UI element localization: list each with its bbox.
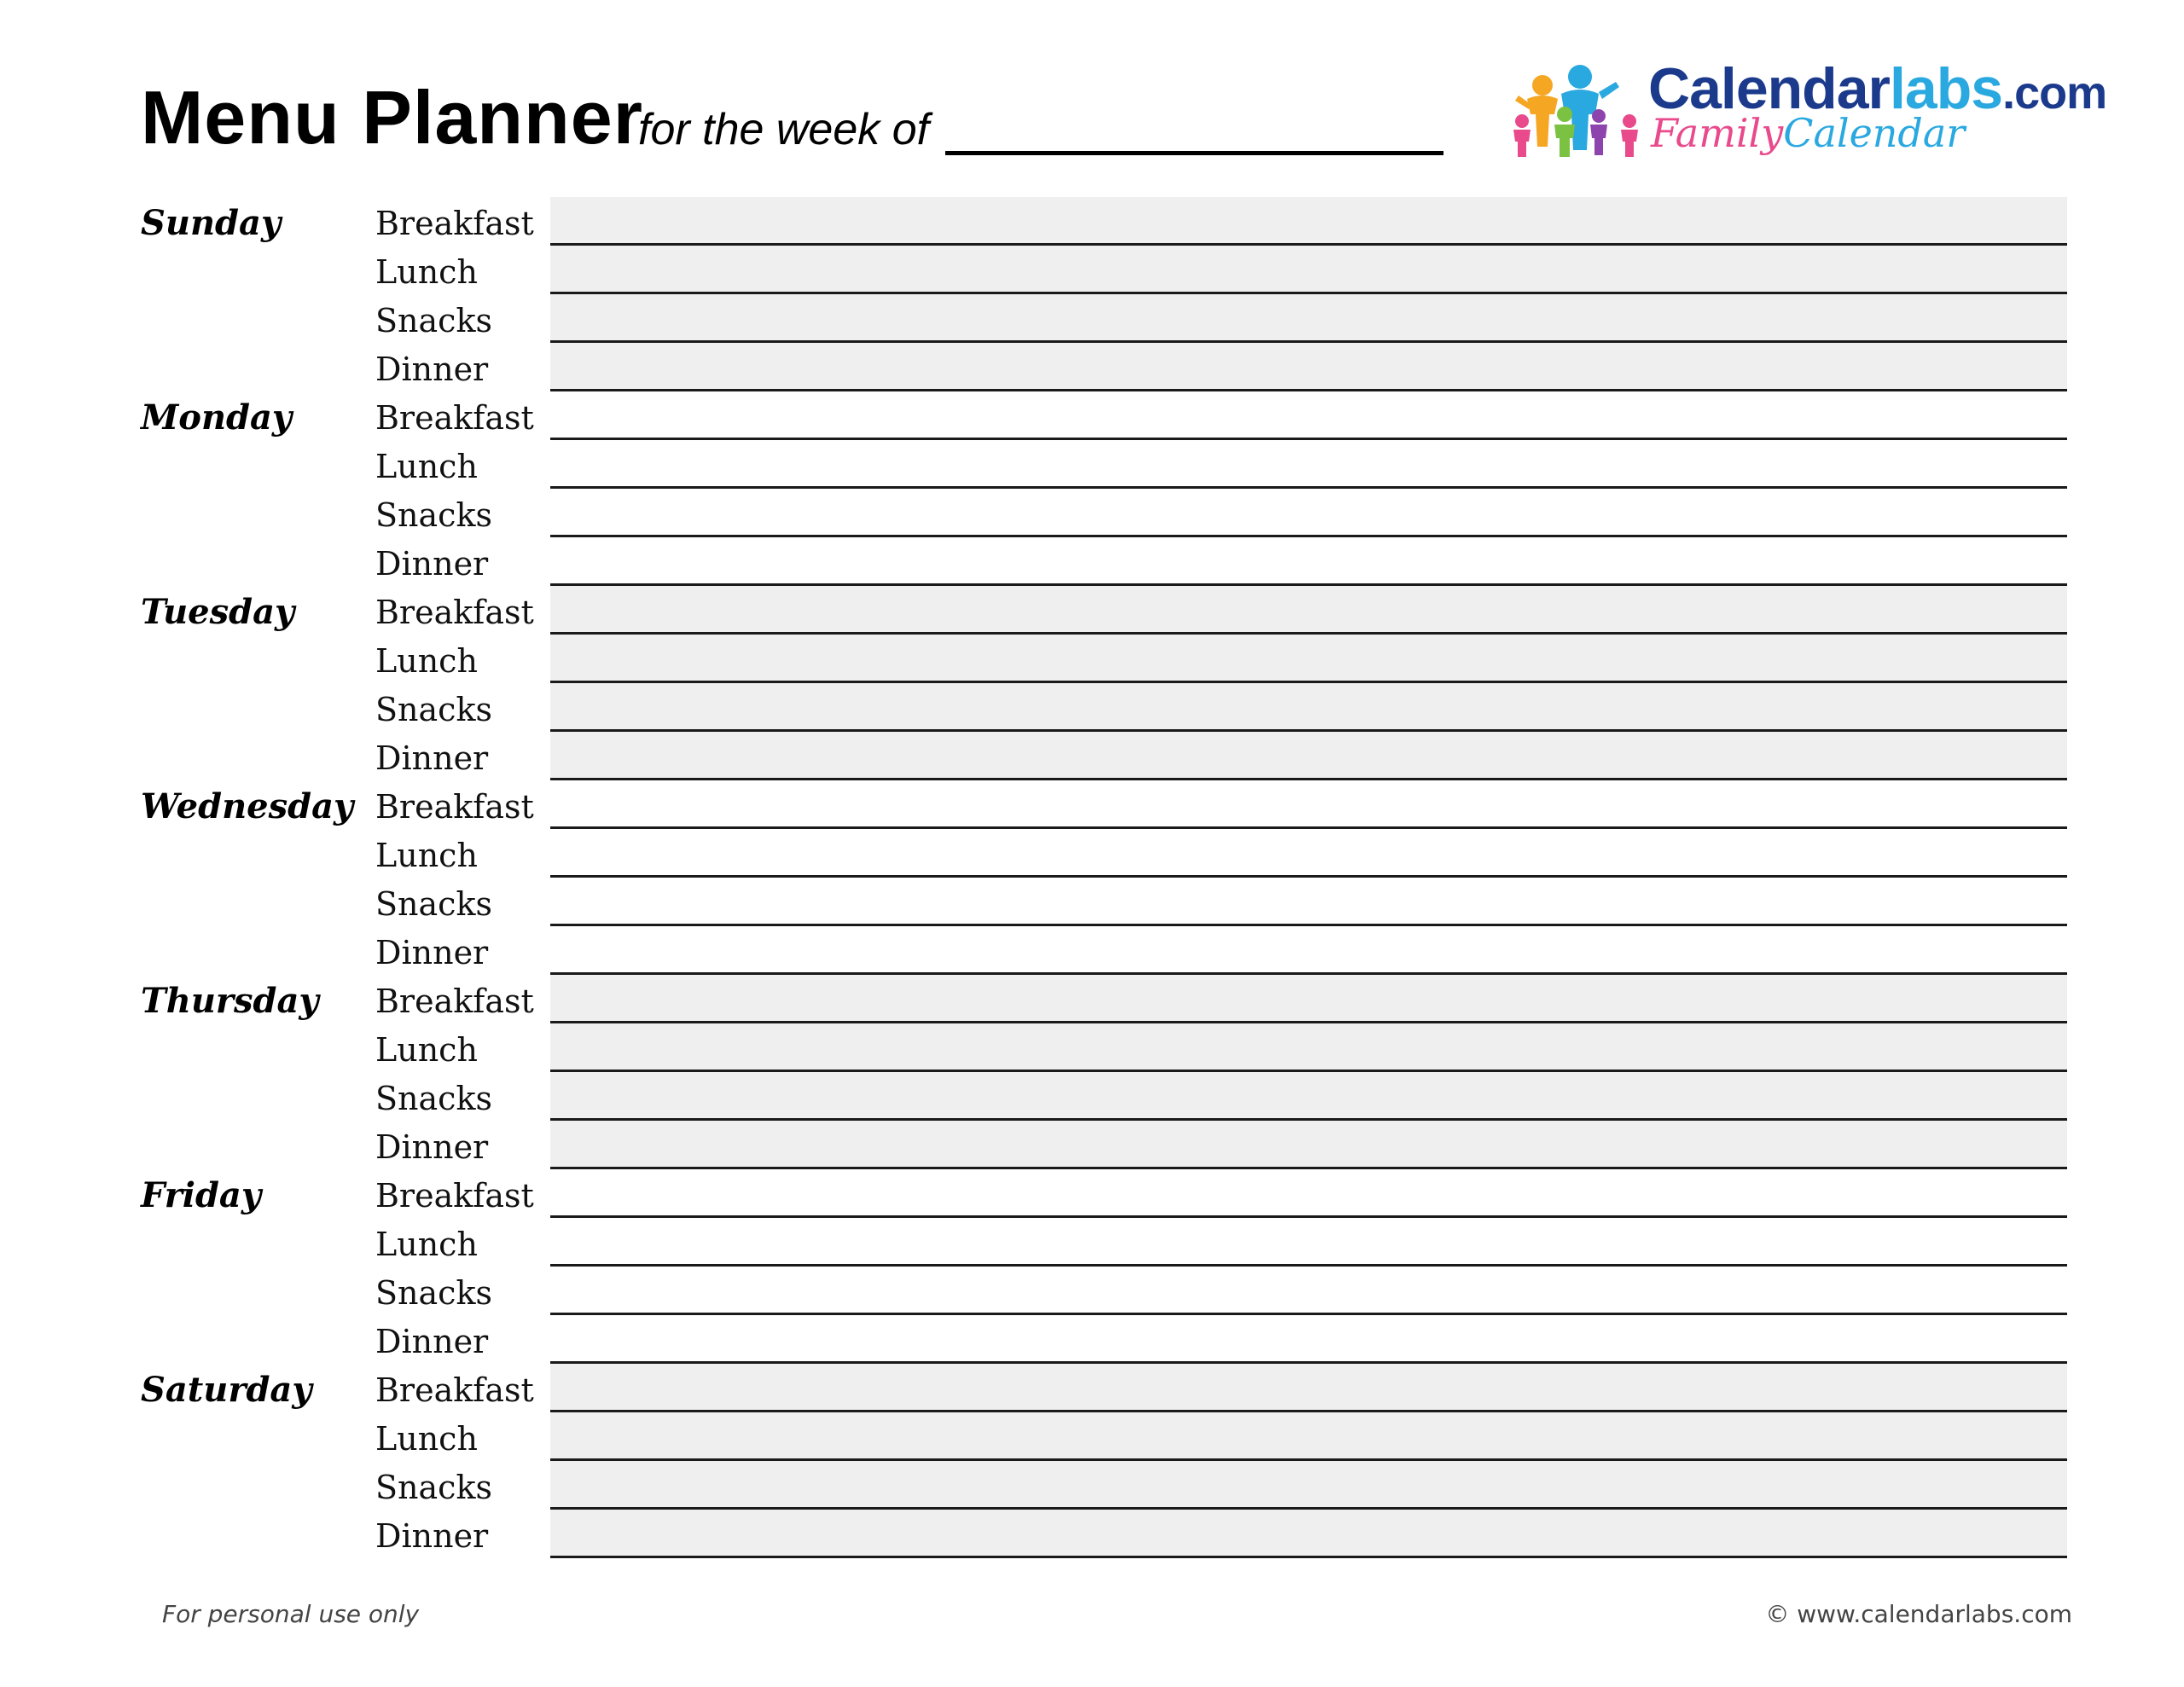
meal-label: Breakfast (375, 983, 534, 1020)
meal-row (0, 1121, 2184, 1169)
meal-label: Breakfast (375, 1177, 534, 1215)
meal-row (0, 440, 2184, 489)
logo-brand-part3: .com (2002, 67, 2107, 119)
meal-entry-field[interactable] (550, 1315, 2067, 1364)
meal-label: Dinner (375, 1128, 489, 1166)
day-name: Wednesday (141, 786, 354, 826)
meal-row (0, 391, 2184, 440)
meal-row (0, 246, 2184, 294)
meal-label: Lunch (375, 1420, 478, 1458)
meal-entry-field[interactable] (550, 537, 2067, 586)
page-title: Menu Planner (141, 75, 643, 159)
meal-entry-field[interactable] (550, 440, 2067, 489)
day-name: Friday (141, 1175, 262, 1215)
meal-row (0, 1461, 2184, 1510)
meal-label: Dinner (375, 351, 489, 388)
meal-entry-field[interactable] (550, 246, 2067, 294)
day-name: Sunday (141, 203, 282, 243)
logo-tagline-part1: Family (1651, 110, 1784, 156)
meal-entry-field[interactable] (550, 829, 2067, 878)
meal-row (0, 1510, 2184, 1558)
meal-entry-field[interactable] (550, 1267, 2067, 1315)
personal-use-notice: For personal use only (162, 1600, 420, 1628)
meal-entry-field[interactable] (550, 343, 2067, 391)
day-name: Thursday (141, 981, 319, 1021)
meal-label: Lunch (375, 253, 478, 291)
meal-row (0, 1315, 2184, 1364)
meal-label: Breakfast (375, 205, 534, 242)
meal-entry-field[interactable] (550, 1072, 2067, 1121)
meal-row (0, 1023, 2184, 1072)
meal-label: Dinner (375, 934, 489, 971)
meal-label: Lunch (375, 837, 478, 874)
meal-label: Breakfast (375, 594, 534, 631)
meal-entry-field[interactable] (550, 197, 2067, 246)
meal-entry-field[interactable] (550, 1121, 2067, 1169)
meal-label: Snacks (375, 496, 492, 534)
meal-row (0, 878, 2184, 926)
logo-tagline-part2: Calendar (1783, 110, 1966, 156)
meal-entry-field[interactable] (550, 391, 2067, 440)
meal-label: Snacks (375, 302, 492, 339)
week-of-label: for the week of (638, 105, 930, 154)
meal-row (0, 926, 2184, 975)
meal-row (0, 343, 2184, 391)
meal-row (0, 1072, 2184, 1121)
meal-row (0, 780, 2184, 829)
meal-entry-field[interactable] (550, 1364, 2067, 1412)
meal-entry-field[interactable] (550, 1023, 2067, 1072)
meal-row (0, 1218, 2184, 1267)
meal-entry-field[interactable] (550, 294, 2067, 343)
meal-row (0, 732, 2184, 780)
meal-row (0, 1267, 2184, 1315)
meal-entry-field[interactable] (550, 878, 2067, 926)
meal-label: Lunch (375, 1031, 478, 1069)
copyright-link[interactable]: © www.calendarlabs.com (1765, 1600, 2072, 1628)
meal-entry-field[interactable] (550, 1169, 2067, 1218)
meal-label: Dinner (375, 1517, 489, 1555)
meal-row (0, 683, 2184, 732)
meal-label: Breakfast (375, 1371, 534, 1409)
meal-row (0, 1364, 2184, 1412)
meal-entry-field[interactable] (550, 1218, 2067, 1267)
meal-row (0, 635, 2184, 683)
meal-label: Lunch (375, 1226, 478, 1263)
logo-brand-part2: labs (1890, 56, 2003, 121)
meal-row (0, 975, 2184, 1023)
meal-row (0, 197, 2184, 246)
meal-label: Dinner (375, 1323, 489, 1360)
logo-brand-part1: Calendar (1648, 56, 1890, 121)
meal-row (0, 537, 2184, 586)
meal-entry-field[interactable] (550, 926, 2067, 975)
meal-row (0, 829, 2184, 878)
meal-entry-field[interactable] (550, 1510, 2067, 1558)
meal-row (0, 586, 2184, 635)
meal-entry-field[interactable] (550, 1412, 2067, 1461)
day-name: Saturday (141, 1370, 312, 1410)
meal-entry-field[interactable] (550, 1461, 2067, 1510)
day-name: Monday (141, 397, 293, 438)
meal-entry-field[interactable] (550, 635, 2067, 683)
meal-label: Dinner (375, 739, 489, 777)
meal-label: Snacks (375, 885, 492, 923)
meal-label: Snacks (375, 691, 492, 728)
meal-label: Breakfast (375, 788, 534, 826)
meal-entry-field[interactable] (550, 975, 2067, 1023)
meal-label: Snacks (375, 1274, 492, 1312)
meal-label: Dinner (375, 545, 489, 583)
meal-row (0, 294, 2184, 343)
meal-row (0, 1169, 2184, 1218)
day-name: Tuesday (141, 592, 295, 632)
meal-entry-field[interactable] (550, 732, 2067, 780)
meal-row (0, 1412, 2184, 1461)
meal-label: Snacks (375, 1080, 492, 1117)
meal-label: Lunch (375, 448, 478, 485)
meal-label: Snacks (375, 1469, 492, 1506)
meal-entry-field[interactable] (550, 586, 2067, 635)
meal-row (0, 489, 2184, 537)
meal-entry-field[interactable] (550, 780, 2067, 829)
meal-label: Lunch (375, 642, 478, 680)
meal-entry-field[interactable] (550, 683, 2067, 732)
meal-label: Breakfast (375, 399, 534, 437)
meal-entry-field[interactable] (550, 489, 2067, 537)
